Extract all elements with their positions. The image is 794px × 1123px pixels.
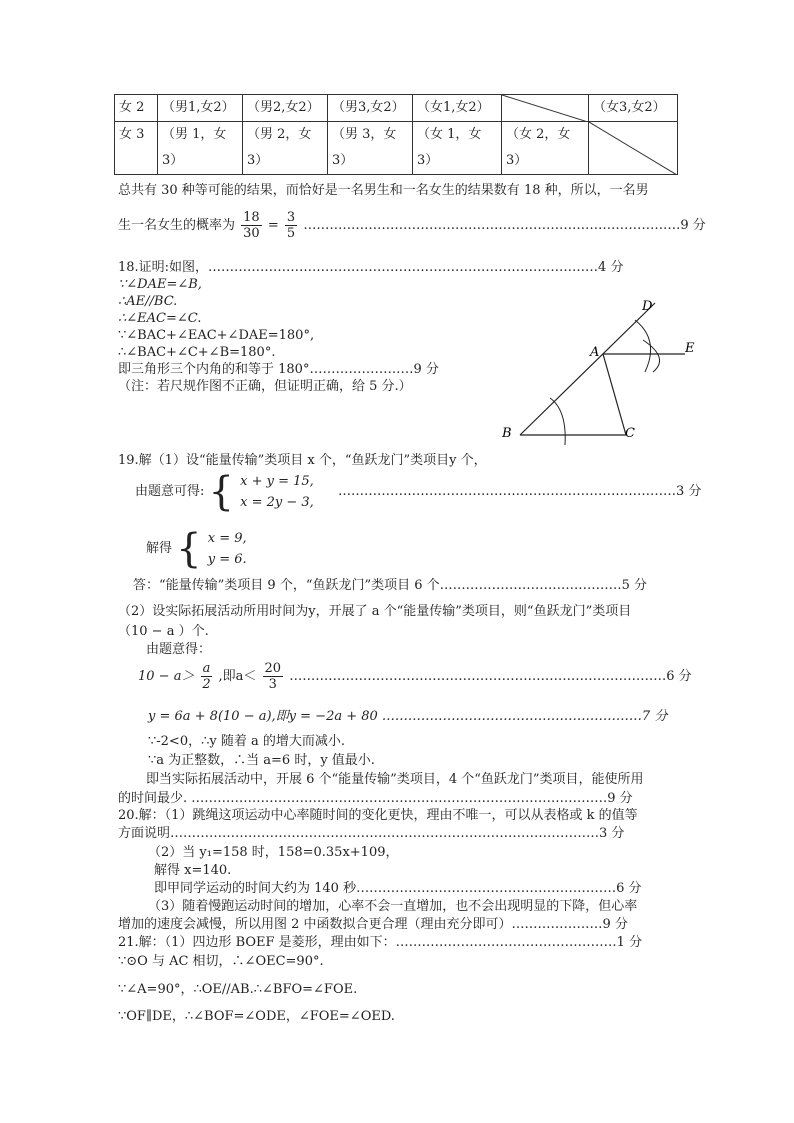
ineq-mid: ,即a＜ [218, 669, 257, 684]
equation: x + y = 15, [240, 474, 314, 489]
label-d: D [642, 299, 653, 314]
diagonal-line [589, 122, 677, 175]
arc-a-small [643, 340, 660, 372]
table-cell [158, 122, 243, 175]
line-ac [603, 354, 626, 435]
fraction-20-3 [263, 661, 284, 692]
p18-line: ∴∠BAC+∠C+∠B=180°. [118, 345, 276, 360]
p17-dots: ……………………………………………………………………………9 分 [303, 218, 706, 233]
table-cell [328, 122, 413, 175]
frac-num: 3 [286, 210, 296, 225]
p19-condition [135, 471, 701, 513]
label-e: E [685, 341, 695, 356]
p21-line: 21.解：（1）四边形 BOEF 是菱形，理由如下：……………………………………………1 分 [118, 935, 643, 950]
p18-head: 18.证明:如图，………………………………………………………………………………4 分 [118, 260, 624, 275]
frac-den: 5 [286, 226, 296, 241]
p20-line: 解得 x=140. [154, 863, 232, 878]
frac-num: 20 [264, 661, 282, 676]
equals-sign: = [267, 218, 279, 233]
p19-line: ∵a 为正整数，∴当 a=6 时，y 值最小. [148, 753, 375, 768]
equation: x = 2y − 3, [240, 495, 314, 510]
table-cell: （男1,女2） [158, 95, 243, 122]
fraction-18-30 [241, 210, 262, 241]
arc-a [635, 320, 651, 372]
p19-line: 即当实际拓展活动中，开展 6 个“能量传输”类项目，4 个“鱼跃龙门”类项目，能使所用 [146, 772, 644, 787]
p17-line1: 总共有 30 种等可能的结果，而恰好是一名男生和一名女生的结果数有 18 种，所以，一名男 [118, 183, 649, 198]
p21-line: ∵∠A=90°，∴OE//AB.∴∠BFO=∠FOE. [118, 982, 358, 997]
table-row [115, 95, 678, 122]
table-cell: （男3,女2） [328, 95, 413, 122]
arc-b [550, 398, 565, 445]
table-cell: （男2,女2） [243, 95, 328, 122]
p20-line: 20.解：（1）跳绳这项运动中心率随时间的变化更快，理由不唯一，可以从表格或 k 的值等 [118, 808, 638, 823]
p19-part2: （10 − a ）个. [118, 624, 209, 639]
p19-solution [146, 528, 247, 570]
fraction-3-5 [285, 210, 297, 241]
p19-yline: y = 6a + 8(10 − a),即y = −2a + 80 ……………………………………………………7 分 [148, 709, 668, 724]
cond-label: 由题意可得: [135, 484, 205, 500]
equation: x = 9, [207, 531, 247, 546]
p18-line: ∵∠BAC+∠EAC+∠DAE=180°, [118, 328, 315, 343]
table-cell [502, 122, 589, 175]
p19-answer: 答：“能量传输”类项目 9 个，“鱼跃龙门”类项目 6 个……………………………………5 分 [133, 578, 648, 593]
p20-line: （3）随着慢跑运动时间的增加，心率不会一直增加，也不会出现明显的下降，但心率 [148, 899, 638, 914]
equation: y = 6. [207, 552, 247, 567]
table-cell-diagonal [589, 122, 678, 175]
table-cell: （女3,女2） [589, 95, 678, 122]
table-cell: 女 2 [115, 95, 158, 122]
p18-line: ∴AE//BC. [118, 294, 178, 309]
p18-line: ∴∠EAC=∠C. [118, 311, 202, 326]
cond-dots: ……………………………………………………………………3 分 [337, 484, 702, 500]
frac-num: 18 [243, 210, 260, 225]
p20-line: 即甲同学运动的时间大约为 140 秒……………………………………………………6 分 [154, 881, 642, 896]
p18-line: 即三角形三个内角的和等于 180°……………………9 分 [118, 362, 439, 377]
triangle-construction-figure [495, 290, 705, 450]
frac-den: 3 [268, 677, 277, 692]
table-row [115, 122, 678, 175]
p20-line: （2）当 y₁=158 时，158=0.35x+109， [148, 845, 399, 860]
fraction-a-2 [201, 661, 213, 692]
line-bd [520, 303, 655, 435]
label-b: B [502, 426, 512, 441]
p21-line: ∵OF∥DE，∴∠BOF=∠ODE，∠FOE=∠OED. [118, 1009, 395, 1024]
sol-label: 解得 [146, 541, 173, 557]
cell-line: 3） [247, 153, 269, 168]
table-cell [413, 122, 502, 175]
p19-part2: （2）设实际拓展活动所用时间为y，开展了 a 个“能量传输”类项目，则“鱼跃龙门”类项目 [118, 604, 632, 619]
ineq-left: 10 − a＞ [138, 669, 195, 684]
p19-head: 19.解（1）设“能量传输”类项目 x 个，“鱼跃龙门”类项目y 个， [118, 453, 487, 468]
p20-line: 增加的速度会减慢，所以用图 2 中函数拟合更合理（理由充分即可）…………………9 分 [118, 917, 628, 932]
p17-prefix: 生一名女生的概率为 [118, 218, 236, 233]
frac-den: 2 [202, 677, 211, 692]
table-cell-diagonal [502, 95, 589, 122]
brace-icon: { [176, 526, 202, 572]
p18-note: （注：若尺规作图不正确，但证明正确，给 5 分.） [118, 379, 412, 394]
table-cell [243, 122, 328, 175]
cell-line: （女 2，女 [506, 127, 571, 142]
frac-num: a [202, 661, 211, 676]
p20-line: 方面说明………………………………………………………………………………………3 分 [118, 826, 625, 841]
p19-line: ∵-2<0，∴y 随着 a 的增大而减小. [148, 734, 345, 749]
cell-line: 3） [506, 153, 528, 168]
table-cell: （女1,女2） [413, 95, 502, 122]
outcome-table [114, 94, 678, 175]
label-a: A [590, 345, 600, 360]
p19-inequality [138, 661, 692, 692]
ineq-dots: ……………………………………………………………………………6 分 [289, 669, 692, 684]
cell-line: （男 1，女 [162, 127, 227, 142]
cell-line: （男 3，女 [332, 127, 397, 142]
cell-line: （男 2，女 [247, 127, 312, 142]
frac-den: 30 [243, 226, 260, 241]
cell-line: 3） [417, 153, 439, 168]
p21-line: ∵⊙O 与 AC 相切，∴∠OEC=90°. [118, 954, 324, 969]
equation-system [240, 471, 314, 513]
cell-line: 3） [332, 153, 354, 168]
cell-line: 3） [162, 153, 184, 168]
table-cell: 女 3 [115, 122, 158, 175]
cell-line: （女 1，女 [417, 127, 482, 142]
brace-icon: { [208, 469, 234, 515]
diagonal-line [502, 95, 588, 122]
p19-line: 的时间最少. ……………………………………………………………………………………9 分 [118, 791, 633, 806]
p18-line: ∵∠DAE=∠B, [118, 277, 202, 292]
p19-part2: 由题意得： [146, 642, 212, 657]
p17-line2 [118, 210, 706, 241]
label-c: C [625, 426, 635, 441]
solution-system [208, 528, 247, 570]
